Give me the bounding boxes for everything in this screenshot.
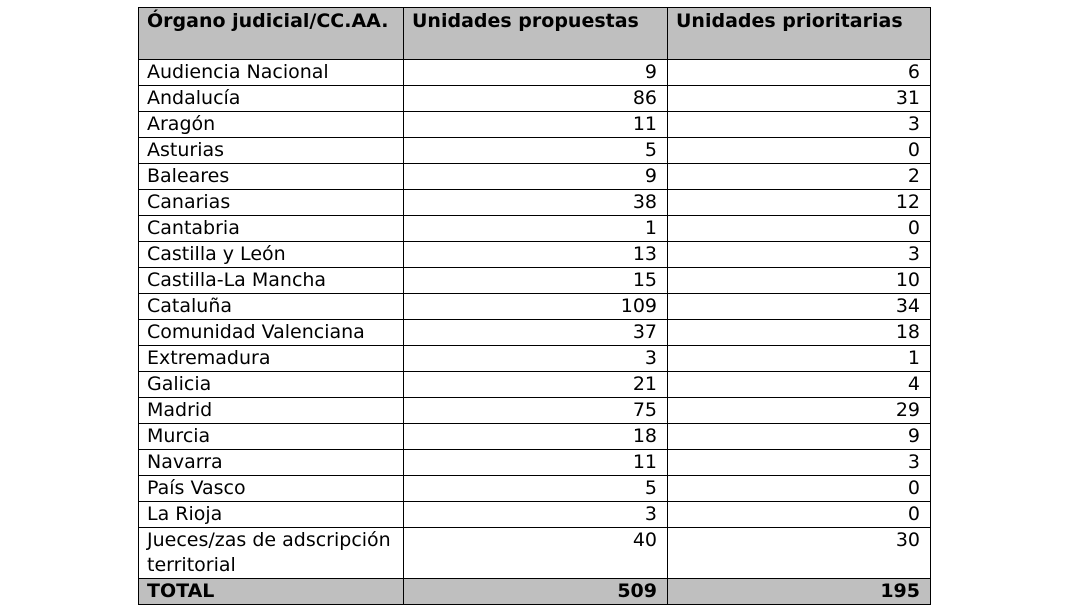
row-propuestas: 75 — [404, 398, 668, 424]
table-row — [139, 450, 931, 476]
row-propuestas: 15 — [404, 268, 668, 294]
row-name: Comunidad Valenciana — [139, 320, 404, 346]
row-name: Asturias — [139, 138, 404, 164]
header-organo: Órgano judicial/CC.AA. — [139, 8, 404, 60]
table-row — [139, 346, 931, 372]
row-prioritarias: 4 — [668, 372, 931, 398]
header-row — [139, 8, 931, 60]
table-row — [139, 294, 931, 320]
table-row — [139, 112, 931, 138]
table-row — [139, 216, 931, 242]
total-prioritarias: 195 — [668, 579, 931, 605]
row-propuestas: 1 — [404, 216, 668, 242]
data-table-container — [138, 7, 930, 605]
data-table — [138, 7, 931, 605]
total-row — [139, 579, 931, 605]
table-row — [139, 138, 931, 164]
row-name: Galicia — [139, 372, 404, 398]
row-name: La Rioja — [139, 502, 404, 528]
table-row — [139, 190, 931, 216]
table-row — [139, 60, 931, 86]
row-name: Madrid — [139, 398, 404, 424]
header-unidades-prioritarias: Unidades prioritarias — [668, 8, 931, 60]
table-row — [139, 320, 931, 346]
table-row — [139, 372, 931, 398]
row-prioritarias: 10 — [668, 268, 931, 294]
row-prioritarias: 34 — [668, 294, 931, 320]
header-unidades-propuestas: Unidades propuestas — [404, 8, 668, 60]
row-propuestas: 3 — [404, 346, 668, 372]
row-prioritarias: 30 — [668, 528, 931, 579]
row-prioritarias: 18 — [668, 320, 931, 346]
row-prioritarias: 6 — [668, 60, 931, 86]
row-prioritarias: 29 — [668, 398, 931, 424]
row-prioritarias: 2 — [668, 164, 931, 190]
row-propuestas: 109 — [404, 294, 668, 320]
row-prioritarias: 9 — [668, 424, 931, 450]
row-prioritarias: 12 — [668, 190, 931, 216]
row-propuestas: 40 — [404, 528, 668, 579]
table-row — [139, 424, 931, 450]
table-row — [139, 398, 931, 424]
row-prioritarias: 0 — [668, 216, 931, 242]
row-prioritarias: 0 — [668, 138, 931, 164]
row-propuestas: 5 — [404, 138, 668, 164]
row-prioritarias: 0 — [668, 502, 931, 528]
row-prioritarias: 31 — [668, 86, 931, 112]
table-row — [139, 476, 931, 502]
row-propuestas: 9 — [404, 164, 668, 190]
row-propuestas: 3 — [404, 502, 668, 528]
row-propuestas: 9 — [404, 60, 668, 86]
total-propuestas: 509 — [404, 579, 668, 605]
row-prioritarias: 1 — [668, 346, 931, 372]
row-name: Andalucía — [139, 86, 404, 112]
row-name: Extremadura — [139, 346, 404, 372]
row-propuestas: 86 — [404, 86, 668, 112]
row-propuestas: 13 — [404, 242, 668, 268]
row-prioritarias: 3 — [668, 112, 931, 138]
row-name: Navarra — [139, 450, 404, 476]
row-name: Jueces/zas de adscripción territorial — [139, 528, 404, 579]
row-propuestas: 38 — [404, 190, 668, 216]
row-name: Audiencia Nacional — [139, 60, 404, 86]
row-prioritarias: 3 — [668, 450, 931, 476]
table-row — [139, 502, 931, 528]
table-row — [139, 268, 931, 294]
row-propuestas: 21 — [404, 372, 668, 398]
table-row — [139, 242, 931, 268]
row-name: Castilla-La Mancha — [139, 268, 404, 294]
row-name: Canarias — [139, 190, 404, 216]
total-label: TOTAL — [139, 579, 404, 605]
row-propuestas: 5 — [404, 476, 668, 502]
row-name: Cantabria — [139, 216, 404, 242]
row-name: Castilla y León — [139, 242, 404, 268]
row-propuestas: 11 — [404, 112, 668, 138]
row-prioritarias: 0 — [668, 476, 931, 502]
row-propuestas: 18 — [404, 424, 668, 450]
row-prioritarias: 3 — [668, 242, 931, 268]
row-propuestas: 37 — [404, 320, 668, 346]
row-name: País Vasco — [139, 476, 404, 502]
row-name: Baleares — [139, 164, 404, 190]
table-row — [139, 86, 931, 112]
row-name: Murcia — [139, 424, 404, 450]
row-name: Aragón — [139, 112, 404, 138]
table-body — [139, 60, 931, 605]
table-row — [139, 528, 931, 579]
row-name: Cataluña — [139, 294, 404, 320]
row-propuestas: 11 — [404, 450, 668, 476]
table-row — [139, 164, 931, 190]
